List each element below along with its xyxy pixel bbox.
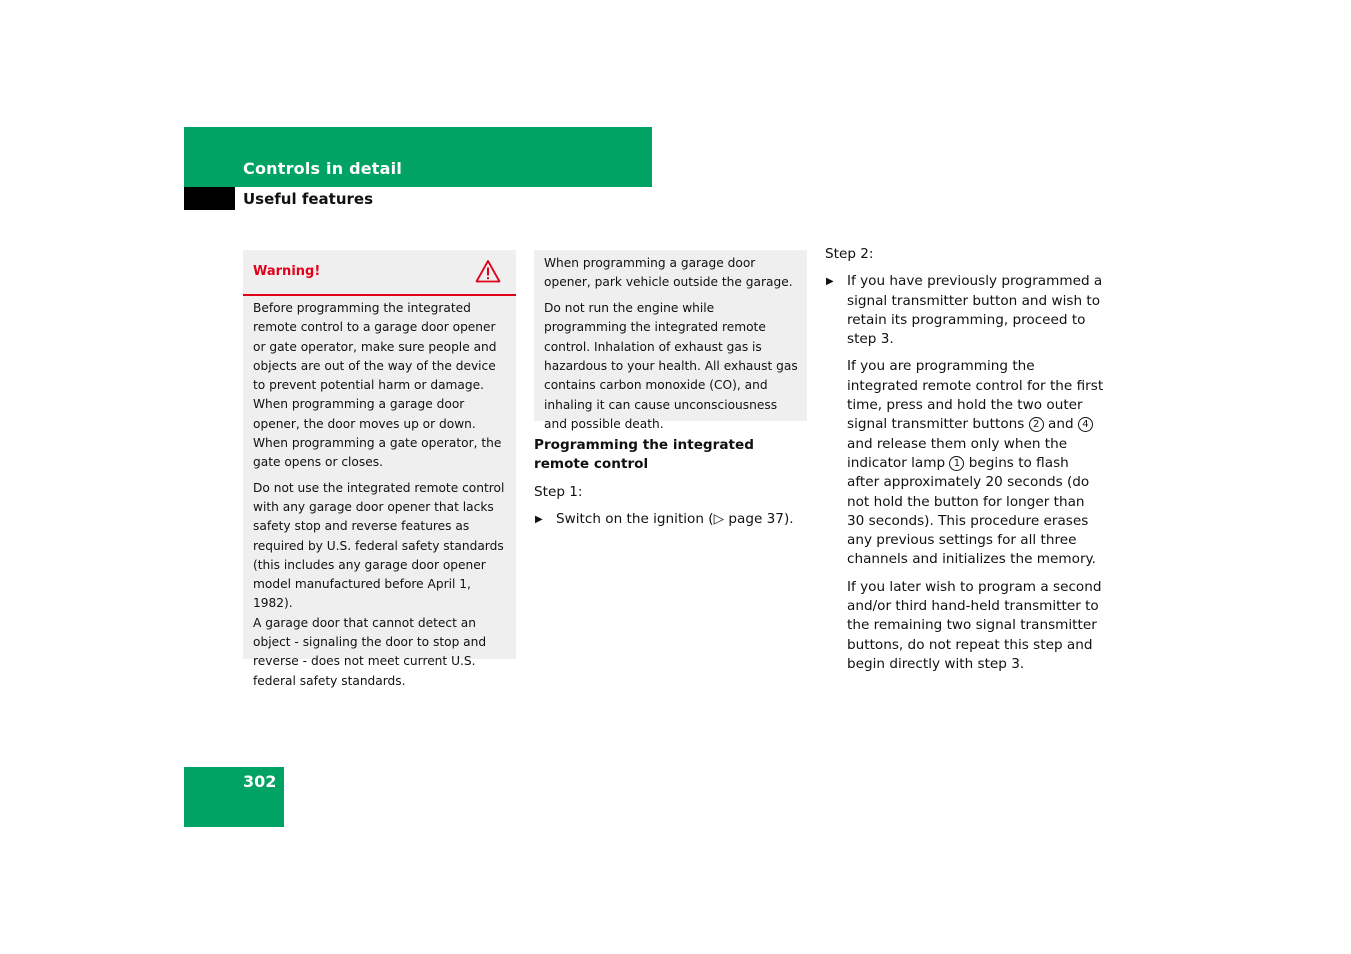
bullet-triangle-icon: ▶ — [826, 276, 834, 288]
note-body — [534, 250, 807, 435]
step2-text-c: begins to flash after approximately 20 seconds (do not hold the button for longer than 30 seconds). This procedure erases any previous settings for all three channels and initializes the memory. — [847, 454, 1096, 568]
step1-text-end: ). — [783, 510, 794, 527]
step1-label: Step 1: — [534, 483, 583, 500]
step2-bullet — [825, 272, 1105, 349]
warning-paragraph-1: Before programming the integrated remote control to a garage door opener or gate operator, make sure people and objects are out of the way of the device to prevent potential harm or damage. When programming a garage door opener, the door moves up or down. When programming a gate operator, the gate opens or closes. — [253, 301, 502, 470]
page-number: 302 — [243, 772, 277, 791]
warning-box — [243, 250, 516, 688]
step2-paragraph-3: If you later wish to program a second and/or third hand-held transmitter to the remaining two signal transmitter buttons, do not repeat this step and begin directly with step 3. — [847, 578, 1102, 672]
button-4-icon: 4 — [1078, 417, 1093, 432]
indicator-lamp-1-icon: 1 — [949, 456, 964, 471]
step2-bullet-text: If you have previously programmed a signal transmitter button and wish to retain its programming, proceed to step 3. — [847, 273, 1103, 348]
header-bar — [184, 127, 652, 187]
step1-bullet — [534, 510, 807, 529]
step2-text-b: and release them only when the indicator lamp — [847, 435, 1068, 471]
step2-and: and — [1048, 416, 1074, 433]
step2-section — [825, 245, 1105, 682]
step1-text: Switch on the ignition ( — [556, 510, 714, 527]
warning-header — [243, 250, 516, 296]
step2-label: Step 2: — [825, 246, 874, 262]
programming-title: Programming the integrated remote control — [534, 437, 754, 473]
page-reference-link[interactable]: ▷ page 37 — [713, 510, 784, 527]
subsection-marker — [184, 187, 235, 210]
section-title: Controls in detail — [243, 159, 402, 178]
warning-paragraph-2: Do not use the integrated remote control with any garage door opener that lacks safety stop and reverse features as required by U.S. federal safety standards (this includes any garage door opener model manufactured before April 1, 1982). — [253, 480, 505, 611]
note-paragraph-1: When programming a garage door opener, park vehicle outside the garage. — [544, 256, 793, 290]
warning-triangle-icon — [475, 259, 501, 283]
note-paragraph-2: Do not run the engine while programming the integrated remote control. Inhalation of exhaust gas is hazardous to your health. All exhaust gas contains carbon monoxide (CO), and inhaling it can cause unconsciousness and possible death. — [544, 300, 798, 432]
warning-paragraph-3: A garage door that cannot detect an object - signaling the door to stop and reverse - does not meet current U.S. federal safety standards. — [253, 615, 487, 688]
step2-paragraph-2 — [825, 357, 1105, 569]
programming-section — [534, 436, 807, 537]
button-2-icon: 2 — [1029, 417, 1044, 432]
warning-body — [243, 296, 516, 691]
note-box — [534, 250, 807, 432]
step2-text-a: If you are programming the integrated remote control for the first time, press and hold the two outer signal transmitter buttons — [847, 358, 1104, 433]
bullet-triangle-icon: ▶ — [535, 513, 543, 525]
subsection-title: Useful features — [243, 190, 374, 208]
warning-title: Warning! — [253, 264, 321, 279]
